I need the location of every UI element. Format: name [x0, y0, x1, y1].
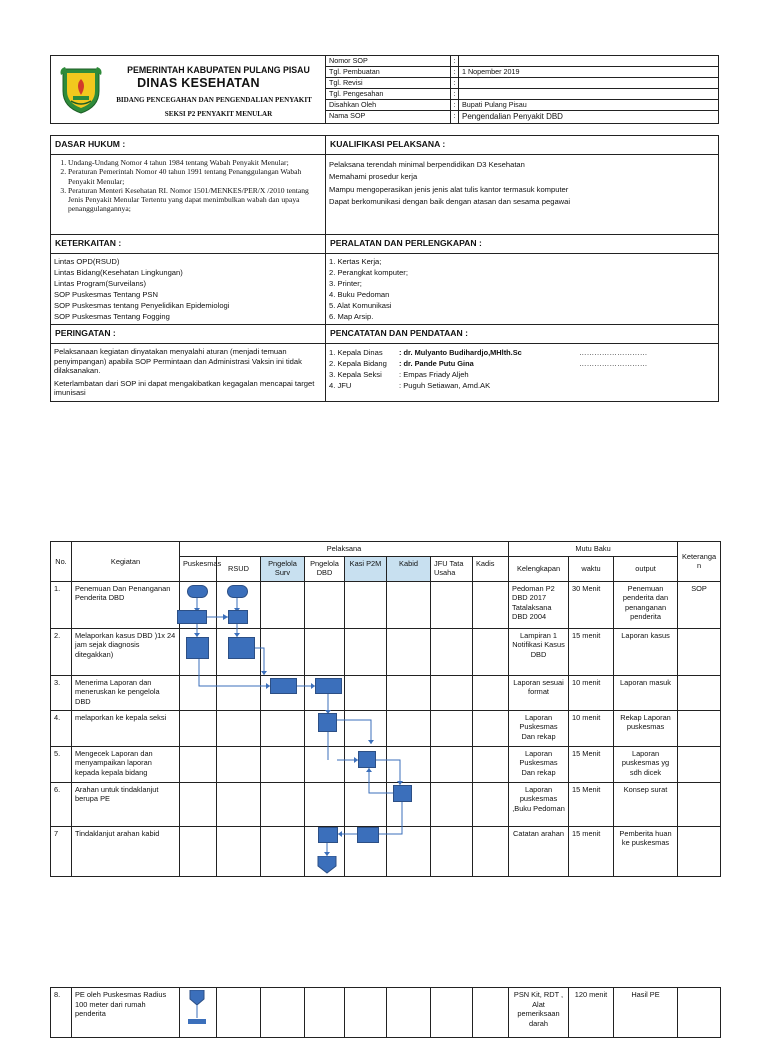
actor-header: Kadis: [473, 556, 509, 581]
peralatan-item: 2. Perangkat komputer;: [329, 268, 408, 277]
actor-header: Pngelola DBD: [305, 556, 345, 581]
row-no: 8.: [51, 988, 72, 1038]
signatory-row: [329, 369, 715, 380]
signature-line: ………………………: [579, 359, 648, 368]
signatory-role: 3. Kepala Seksi: [329, 370, 382, 379]
row-no: 4.: [51, 710, 72, 746]
actor-header: JFU Tata Usaha: [431, 556, 473, 581]
row-kegiatan: Tindaklanjut arahan kabid: [72, 826, 180, 876]
col-keterangan: Keterangan: [678, 542, 721, 582]
keterkaitan-item: Lintas Bidang(Kesehatan Lingkungan): [54, 268, 183, 277]
row-kegiatan: Melaporkan kasus DBD )1x 24 jam sejak diagnosis ditegakkan): [72, 628, 180, 675]
pencatatan-title: PENCATATAN DAN PENDATAAN :: [326, 325, 719, 344]
col-kegiatan: Kegiatan: [72, 542, 180, 582]
process-box: [358, 751, 376, 768]
meta-sep: :: [451, 78, 459, 89]
peringatan-title: PERINGATAN :: [51, 325, 326, 344]
row-kelengkapan: Laporan Puskesmas Dan rekap: [509, 746, 569, 782]
meta-label: Disahkan Oleh: [326, 100, 451, 111]
row-kelengkapan: Catatan arahan: [509, 826, 569, 876]
kualifikasi-item: Pelaksana terendah minimal berpendidikan D3 Kesehatan: [329, 160, 525, 169]
row-keterangan: [678, 675, 721, 710]
sop-sections-table: [50, 135, 719, 402]
row-keterangan: [678, 826, 721, 876]
row-waktu: 15 Menit: [569, 746, 614, 782]
peringatan-text-2: Keterlambatan dari SOP ini dapat mengakibatkan kegagalan mencapai target imunisasi: [54, 378, 315, 398]
process-box: [318, 827, 338, 843]
signatory-name: : Puguh Setiawan, Amd.AK: [399, 381, 491, 390]
actor-header: Puskesmas: [180, 556, 217, 581]
meta-label: Tgl. Pengesahan: [326, 89, 451, 100]
keterkaitan-title: KETERKAITAN :: [51, 235, 326, 254]
meta-sep: :: [451, 100, 459, 111]
process-box: [315, 678, 342, 694]
actor-header: RSUD: [217, 556, 261, 581]
row-waktu: 120 menit: [569, 988, 614, 1038]
row-output: Laporan masuk: [614, 675, 678, 710]
row-waktu: 30 Menit: [569, 581, 614, 628]
table-row: [51, 988, 721, 1038]
signatory-role: 2. Kepala Bidang: [329, 359, 387, 368]
dasar-hukum-content: [51, 155, 326, 235]
row-kelengkapan: Pedoman P2 DBD 2017 Tatalaksana DBD 2004: [509, 581, 569, 628]
signatory-row: [329, 347, 715, 358]
row-waktu: 15 menit: [569, 628, 614, 675]
row-kegiatan: Arahan untuk tindaklanjut berupa PE: [72, 782, 180, 826]
row-keterangan: [678, 628, 721, 675]
row-keterangan: SOP: [678, 581, 721, 628]
row-kelengkapan: Laporan sesuai format: [509, 675, 569, 710]
peralatan-title: PERALATAN DAN PERLENGKAPAN :: [326, 235, 719, 254]
peringatan-text-1: Pelaksanaan kegiatan dinyatakan menyalahi aturan (menjadi temuan penyimpangan) apabila SOP Permintaan dan Administrasi Vaksin ini tidak dilaksanakan.: [54, 347, 302, 376]
row-kegiatan: Penemuan Dan Penanganan Penderita DBD: [72, 581, 180, 628]
kualifikasi-item: Mampu mengoperasikan jenis jenis alat tulis kantor termasuk komputer: [329, 184, 569, 194]
peralatan-item: 4. Buku Pedoman: [329, 290, 390, 299]
table-row: [51, 782, 721, 826]
col-kelengkapan: Kelengkapan: [509, 556, 569, 581]
merge-connector: [188, 990, 208, 1024]
meta-sep: :: [451, 67, 459, 78]
signatory-row: [329, 358, 715, 369]
row-kegiatan: Menerima Laporan dan meneruskan ke pengelola DBD: [72, 675, 180, 710]
process-box: [177, 610, 207, 624]
table-row: [51, 746, 721, 782]
process-box: [228, 637, 255, 659]
row-output: Laporan puskesmas yg sdh dicek: [614, 746, 678, 782]
table-row: [51, 628, 721, 675]
peralatan-item: 3. Printer;: [329, 279, 362, 288]
bidang-name: BIDANG PENCEGAHAN DAN PENGENDALIAN PENYAKIT: [116, 96, 312, 104]
legal-item: 1. Undang-Undang Nomor 4 tahun 1984 tentang Wabah Penyakit Menular;: [68, 158, 321, 167]
keterkaitan-item: Lintas Program(Surveilans): [54, 279, 147, 288]
signatory-name: : dr. Pande Putu Gina: [399, 359, 474, 368]
row-kelengkapan: Lampiran 1 Notifikasi Kasus DBD: [509, 628, 569, 675]
meta-value: [459, 89, 719, 100]
row-output: Hasil PE: [614, 988, 678, 1038]
sop-header-table: [50, 55, 719, 124]
row-keterangan: [678, 988, 721, 1038]
row-kelengkapan: PSN Kit, RDT , Alat pemeriksaan darah: [509, 988, 569, 1038]
kualifikasi-content: [326, 155, 719, 235]
row-keterangan: [678, 782, 721, 826]
row-no: 3.: [51, 675, 72, 710]
peralatan-item: 6. Map Arsip.: [329, 312, 374, 321]
peralatan-item: 1. Kertas Kerja;: [329, 257, 382, 266]
signatory-role: 4. JFU: [329, 381, 352, 390]
process-box: [357, 827, 379, 843]
process-box: [270, 678, 297, 694]
start-terminator-puskesmas: [187, 585, 208, 598]
row-output: Konsep surat: [614, 782, 678, 826]
row-keterangan: [678, 710, 721, 746]
flowchart-table-continued: [50, 987, 721, 1038]
row-output: Penemuan penderita dan penanganan penderita: [614, 581, 678, 628]
meta-sep: :: [451, 111, 459, 124]
sop-name-value: Pengendalian Penyakit DBD: [459, 111, 719, 124]
kualifikasi-item: Dapat berkomunikasi dengan baik dengan atasan dan sesama pegawai: [329, 197, 571, 207]
table-row: [51, 826, 721, 876]
table-row: [51, 581, 721, 628]
peringatan-content: [51, 344, 326, 402]
keterkaitan-item: Lintas OPD(RSUD): [54, 257, 120, 266]
keterkaitan-content: [51, 254, 326, 325]
row-waktu: 10 menit: [569, 675, 614, 710]
pencatatan-content: [326, 344, 719, 402]
actor-header: Kabid: [387, 556, 431, 581]
meta-label: Nomor SOP: [326, 56, 451, 67]
flowchart-table: [50, 541, 721, 877]
row-no: 1.: [51, 581, 72, 628]
gov-name: PEMERINTAH KABUPATEN PULANG PISAU: [127, 65, 310, 75]
header-identity-cell: [51, 56, 326, 124]
peralatan-content: [326, 254, 719, 325]
meta-label: Tgl. Revisi: [326, 78, 451, 89]
dept-name: DINAS KESEHATAN: [137, 76, 260, 90]
peralatan-item: 5. Alat Komunikasi: [329, 301, 392, 310]
signatory-role: 1. Kepala Dinas: [329, 348, 383, 357]
meta-sep: :: [451, 56, 459, 67]
actor-header: Pngelola Surv: [261, 556, 305, 581]
col-mutu-baku: Mutu Baku: [509, 542, 678, 557]
row-waktu: 15 menit: [569, 826, 614, 876]
col-output: output: [614, 556, 678, 581]
row-output: Pemberita huan ke puskesmas: [614, 826, 678, 876]
row-no: 5.: [51, 746, 72, 782]
meta-sep: :: [451, 89, 459, 100]
legal-item: 2. Peraturan Pemerintah Nomor 40 tahun 1991 tentang Penanggulangan Wabah Penyakit Menular;: [68, 167, 321, 186]
row-no: 7: [51, 826, 72, 876]
col-pelaksana: Pelaksana: [180, 542, 509, 557]
signatory-name: : dr. Mulyanto Budihardjo,MHlth.Sc: [399, 348, 522, 357]
start-terminator-rsud: [227, 585, 248, 598]
process-box: [228, 610, 248, 624]
signatory-row: [329, 380, 715, 391]
row-output: Laporan kasus: [614, 628, 678, 675]
kualifikasi-item: Memahami prosedur kerja: [329, 172, 418, 182]
seksi-name: SEKSI P2 PENYAKIT MENULAR: [164, 110, 273, 118]
pulang-pisau-emblem: [59, 65, 103, 115]
meta-label: Nama SOP: [326, 111, 451, 124]
meta-value: 1 Nopember 2019: [459, 67, 719, 78]
row-output: Rekap Laporan puskesmas: [614, 710, 678, 746]
row-no: 2.: [51, 628, 72, 675]
row-waktu: 15 Menit: [569, 782, 614, 826]
offpage-connector: [317, 856, 337, 874]
meta-value: [459, 78, 719, 89]
process-box: [186, 637, 209, 659]
actor-header: Kasi P2M: [345, 556, 387, 581]
row-kelengkapan: Laporan puskesmas ,Buku Pedoman: [509, 782, 569, 826]
meta-value: Bupati Pulang Pisau: [459, 100, 719, 111]
process-box: [318, 713, 337, 732]
row-kelengkapan: Laporan Puskesmas Dan rekap: [509, 710, 569, 746]
signatory-name: : Empas Friady Aljeh: [399, 370, 469, 379]
row-keterangan: [678, 746, 721, 782]
row-kegiatan: PE oleh Puskesmas Radius 100 meter dari rumah penderita: [72, 988, 180, 1038]
keterkaitan-item: SOP Puskesmas tentang Penyelidikan Epidemiologi: [54, 301, 230, 310]
dasar-hukum-title: DASAR HUKUM :: [51, 136, 326, 155]
col-no: No.: [51, 542, 72, 582]
row-kegiatan: melaporkan ke kepala seksi: [72, 710, 180, 746]
row-no: 6.: [51, 782, 72, 826]
row-waktu: 10 menit: [569, 710, 614, 746]
process-box: [393, 785, 412, 802]
table-row: [51, 710, 721, 746]
row-kegiatan: Mengecek Laporan dan menyampaikan laporan kepada kepala bidang: [72, 746, 180, 782]
keterkaitan-item: SOP Puskesmas Tentang Fogging: [54, 312, 170, 321]
signature-line: ………………………: [579, 348, 648, 357]
meta-label: Tgl. Pembuatan: [326, 67, 451, 78]
keterkaitan-item: SOP Puskesmas Tentang PSN: [54, 290, 158, 299]
table-row: [51, 675, 721, 710]
legal-item: 3. Peraturan Menteri Kesehatan RI. Nomor 1501/MENKES/PER/X /2010 tentang Jenis Penyakit Menular Tertentu yang dapat menimbulkan wabah dan upaya penanggulangannya;: [68, 186, 321, 214]
col-waktu: waktu: [569, 556, 614, 581]
meta-value: [459, 56, 719, 67]
kualifikasi-title: KUALIFIKASI PELAKSANA :: [326, 136, 719, 155]
